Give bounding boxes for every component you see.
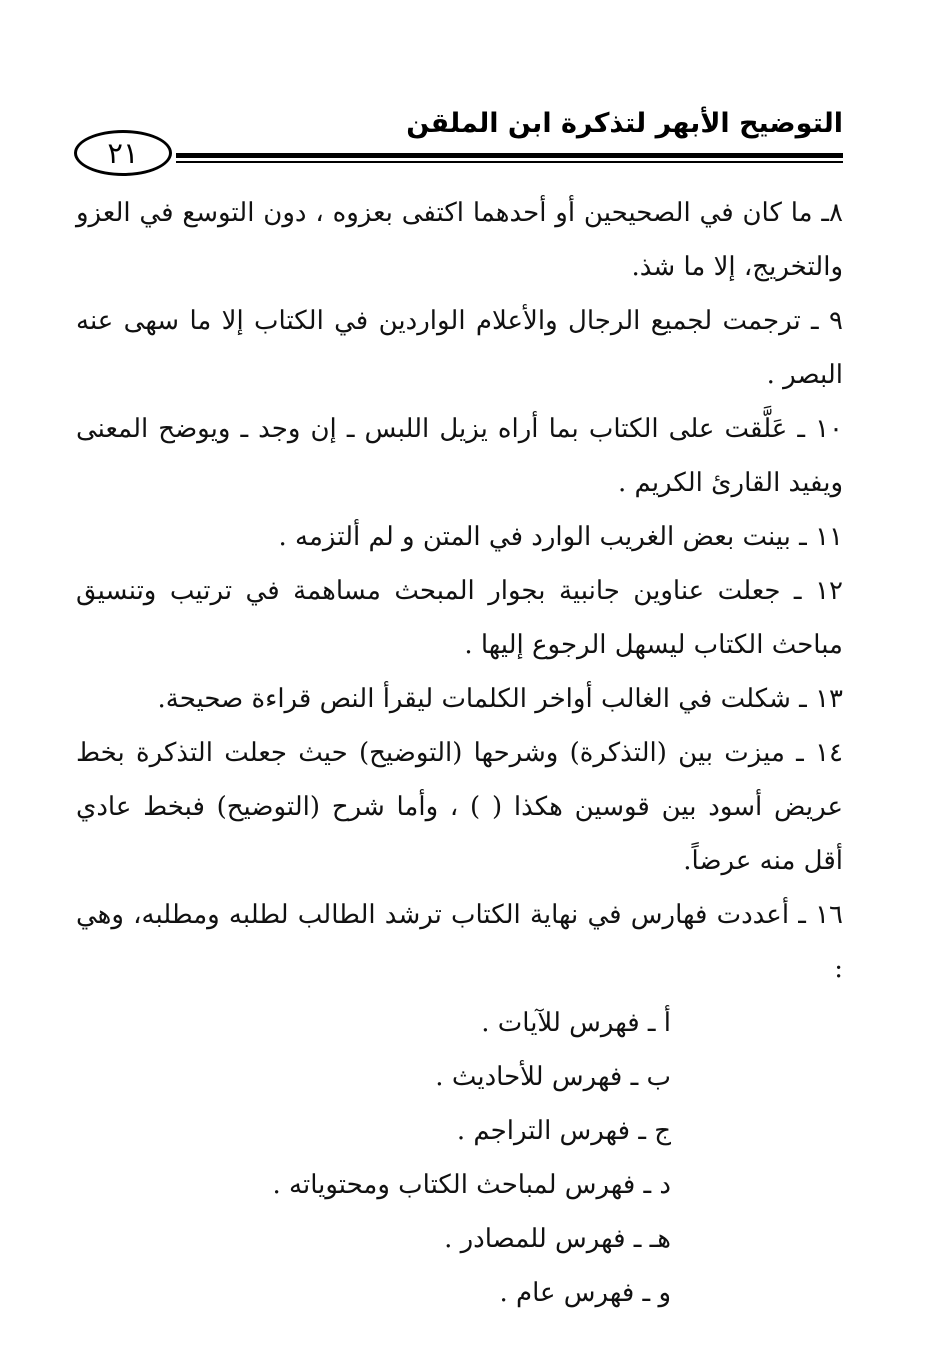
header-rule-thin [176,161,843,163]
page-number: ٢١ [107,136,139,170]
paragraph-16: ١٦ ـ أعددت فهارس في نهاية الكتاب ترشد الطالب لطلبه ومطلبه، وهي : [76,900,843,984]
body-text [76,186,843,1320]
paragraph-8: ٨ـ ما كان في الصحيحين أو أحدهما اكتفى بعزوه ، دون التوسع في العزو والتخريج، إلا ما شذ. [76,198,843,282]
page-number-oval [74,130,172,176]
index-item-mabahith: د ـ فهرس لمباحث الكتاب ومحتوياته . [272,1170,671,1200]
paragraph-14: ١٤ ـ ميزت بين (التذكرة) وشرحها (التوضيح) حيث جعلت التذكرة بخط عريض أسود بين قوسين هكذا ( ) ، وأما شرح (التوضيح) فبخط عادي أقل منه عرضاً. [76,738,843,876]
index-item-ahadith: ب ـ فهرس للأحاديث . [435,1062,671,1092]
running-title: التوضيح الأبهر لتذكرة ابن الملقن [406,108,843,139]
index-item-masadir: هـ ـ فهرس للمصادر . [444,1224,671,1254]
index-item-ayat: أ ـ فهرس للآيات . [481,1008,671,1038]
paragraph-10: ١٠ ـ عَلَّقت على الكتاب بما أراه يزيل اللبس ـ إن وجد ـ ويوضح المعنى ويفيد القارئ الكريم . [76,414,843,498]
index-list [76,996,843,1320]
paragraph-11: ١١ ـ بينت بعض الغريب الوارد في المتن و لم ألتزمه . [278,522,843,552]
index-item-aam: و ـ فهرس عام . [499,1278,671,1308]
header-rule-thick [176,153,843,158]
paragraph-13: ١٣ ـ شكلت في الغالب أواخر الكلمات ليقرأ النص قراءة صحيحة. [157,684,843,714]
paragraph-9: ٩ ـ ترجمت لجميع الرجال والأعلام الواردين في الكتاب إلا ما سهى عنه البصر . [76,306,843,390]
paragraph-12: ١٢ ـ جعلت عناوين جانبية بجوار المبحث مساهمة في ترتيب وتنسيق مباحث الكتاب ليسهل الرجوع إليها . [76,576,843,660]
index-item-tarajim: ج ـ فهرس التراجم . [456,1116,671,1146]
